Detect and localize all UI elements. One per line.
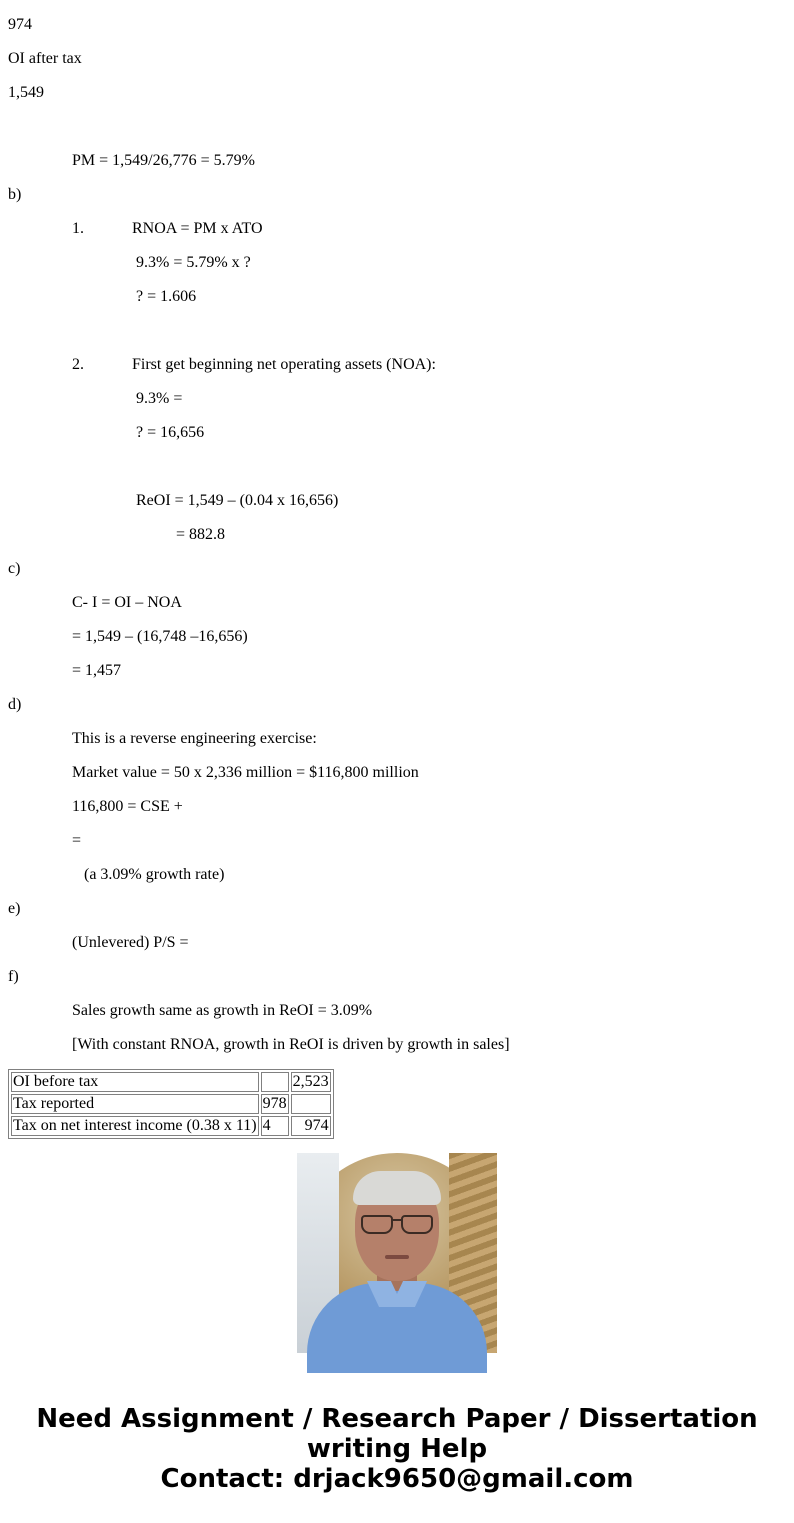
table-cell-mid: 978 (262, 1095, 287, 1112)
b1-line2: 9.3% = 5.79% x ? (136, 254, 251, 271)
oi-tax-value: 974 (8, 16, 32, 33)
banner-line1: Need Assignment / Research Paper / Dissertation (36, 1404, 758, 1434)
part-d-heading: d) (8, 696, 22, 713)
photo-hair (353, 1171, 441, 1205)
d-line4: = (72, 832, 82, 849)
oi-after-tax-label: OI after tax (8, 50, 82, 67)
author-photo (297, 1153, 497, 1353)
c-line3: = 1,457 (72, 662, 122, 679)
spacer (8, 314, 794, 348)
reoi-line2: = 882.8 (176, 526, 226, 543)
b2-item (8, 348, 794, 382)
tax-table-container (8, 1069, 330, 1134)
d-line5: (a 3.09% growth rate) (84, 866, 225, 883)
table-row (11, 1094, 331, 1114)
b2-number: 2. (72, 356, 84, 373)
solution-document (8, 8, 794, 1062)
b2-text: First get beginning net operating assets (NOA): (132, 356, 436, 373)
b2-line2: 9.3% = (136, 390, 183, 407)
d-line1: This is a reverse engineering exercise: (72, 730, 317, 747)
part-e-heading: e) (8, 900, 21, 917)
table-cell-label: OI before tax (11, 1072, 259, 1092)
d-line2: Market value = 50 x 2,336 million = $116,800 million (72, 764, 419, 781)
glasses-lens-right (401, 1215, 433, 1234)
f-line1: Sales growth same as growth in ReOI = 3.09% (72, 1002, 373, 1019)
b2-line3: ? = 16,656 (136, 424, 205, 441)
table-cell-right: 974 (291, 1116, 331, 1136)
d-line3: 116,800 = CSE + (72, 798, 183, 815)
contact-banner (0, 1404, 794, 1494)
table-cell-right (291, 1094, 331, 1114)
b1-line3: ? = 1.606 (136, 288, 197, 305)
table-cell-label: Tax on net interest income (0.38 x 11) (13, 1117, 257, 1134)
table-cell-mid (261, 1072, 289, 1092)
table-row (11, 1072, 331, 1092)
banner-contact: Contact: drjack9650@gmail.com (160, 1464, 634, 1494)
c-line2: = 1,549 – (16,748 –16,656) (72, 628, 248, 645)
table-row (11, 1116, 331, 1136)
spacer (8, 110, 794, 144)
tax-table (8, 1069, 334, 1139)
table-cell-mid: 4 (261, 1116, 289, 1136)
f-line2: [With constant RNOA, growth in ReOI is driven by growth in sales] (72, 1036, 510, 1053)
e-line1: (Unlevered) P/S = (72, 934, 189, 951)
c-line1: C- I = OI – NOA (72, 594, 182, 611)
banner-line2: writing Help (306, 1434, 488, 1464)
b1-item (8, 212, 794, 246)
spacer (8, 450, 794, 484)
part-c-heading: c) (8, 560, 21, 577)
part-f-heading: f) (8, 968, 19, 985)
table-cell-right: 2,523 (292, 1073, 329, 1090)
reoi-line1: ReOI = 1,549 – (0.04 x 16,656) (136, 492, 339, 509)
glasses-lens-left (361, 1215, 393, 1234)
photo-glasses (361, 1215, 433, 1231)
oi-after-tax-value: 1,549 (8, 84, 44, 101)
photo-mouth (385, 1255, 409, 1259)
pm-formula: PM = 1,549/26,776 = 5.79% (72, 152, 255, 169)
table-cell-label: Tax reported (11, 1094, 259, 1114)
b1-text: RNOA = PM x ATO (132, 220, 263, 237)
part-b-heading: b) (8, 186, 22, 203)
b1-number: 1. (72, 220, 84, 237)
